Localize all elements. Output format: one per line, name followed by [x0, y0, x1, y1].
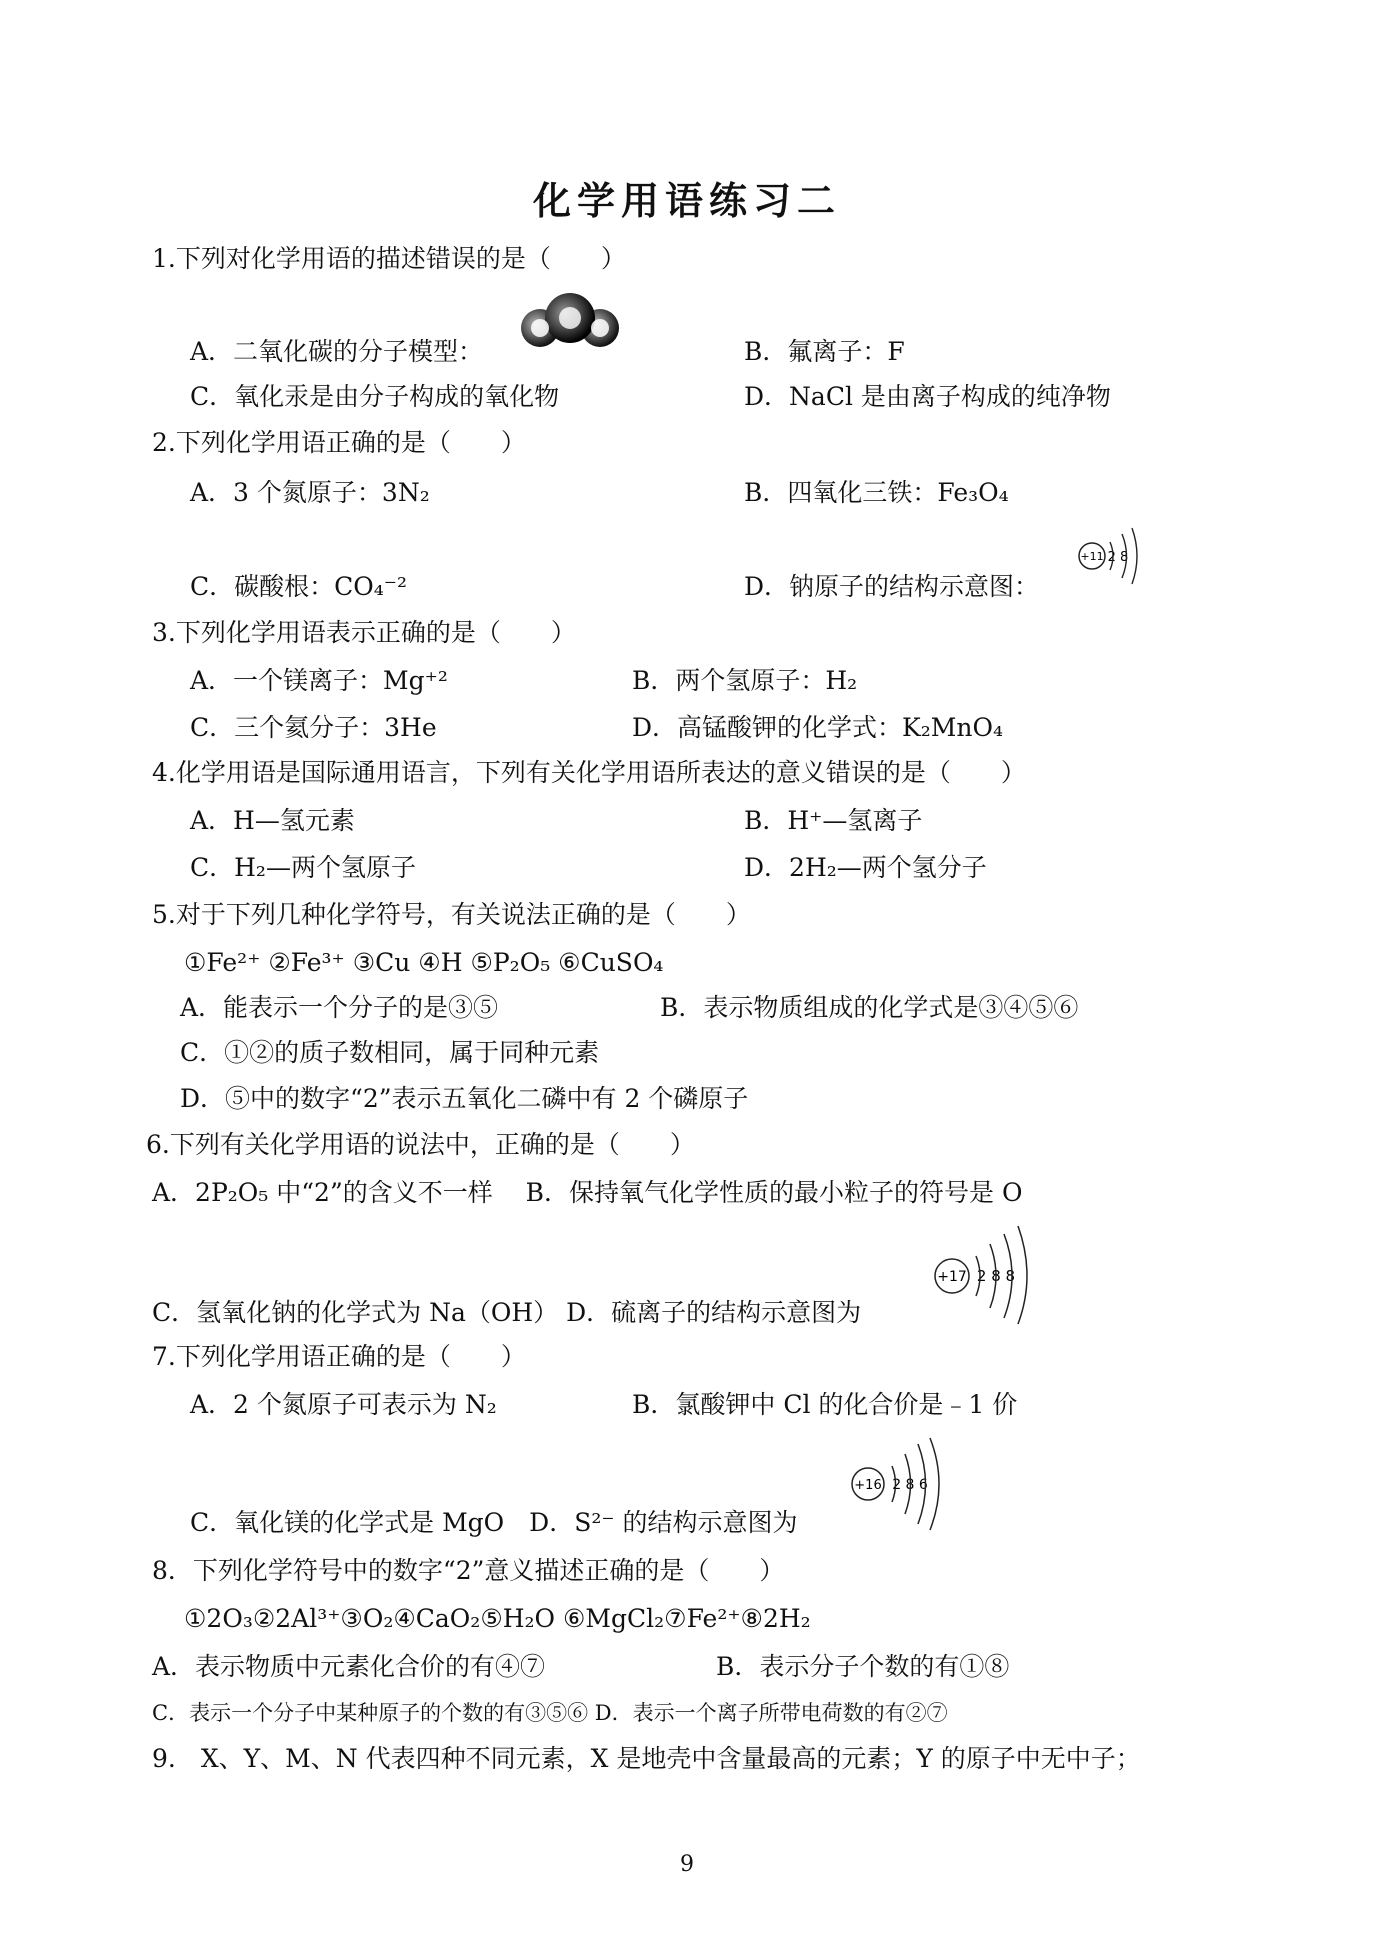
q5-option-a: A．能表示一个分子的是③⑤	[180, 993, 499, 1022]
q8-option-b: B．表示分子个数的有①⑧	[716, 1652, 1010, 1681]
q4-option-a: A．H—氢元素	[190, 806, 355, 835]
q8-options-cd: C．表示一个分子中某种原子的个数的有③⑤⑥ D．表示一个离子所带电荷数的有②⑦	[152, 1701, 948, 1725]
q2-option-a: A．3 个氮原子：3N₂	[190, 478, 430, 507]
q3-option-d: D．高锰酸钾的化学式：K₂MnO₄	[632, 713, 1003, 742]
question-3: 3.下列化学用语表示正确的是（ ）	[152, 618, 576, 647]
q3-option-c: C．三个氦分子：3He	[190, 713, 437, 742]
chlorine-ion-diagram-icon	[930, 1224, 1040, 1319]
q2-option-b: B．四氧化三铁：Fe₃O₄	[744, 478, 1009, 507]
s-nucleus-label: +16	[854, 1478, 882, 1493]
page-title: 化学用语练习二	[532, 179, 841, 223]
q5-option-b: B．表示物质组成的化学式是③④⑤⑥	[660, 993, 1079, 1022]
q6-options-cd: C．氢氧化钠的化学式为 Na（OH） D．硫离子的结构示意图为	[152, 1298, 862, 1327]
q4-option-c: C．H₂—两个氢原子	[190, 853, 416, 882]
cl-nucleus-label: +17	[937, 1269, 967, 1285]
question-6: 6.下列有关化学用语的说法中，正确的是（ ）	[146, 1130, 695, 1159]
question-7: 7.下列化学用语正确的是（ ）	[152, 1342, 526, 1371]
question-5: 5.对于下列几种化学符号，有关说法正确的是（ ）	[152, 900, 751, 929]
q5-option-d: D．⑤中的数字“2”表示五氧化二磷中有 2 个磷原子	[180, 1084, 749, 1113]
sodium-atom-diagram-icon	[1076, 524, 1146, 586]
s-shell-label: 2 8 6	[892, 1477, 928, 1493]
question-8: 8．下列化学符号中的数字“2”意义描述正确的是（ ）	[152, 1556, 785, 1585]
question-1: 1.下列对化学用语的描述错误的是（ ）	[152, 244, 626, 273]
na-shell-label: 2 8	[1107, 550, 1129, 565]
q6-options-ab: A．2P₂O₅ 中“2”的含义不一样 B．保持氧气化学性质的最小粒子的符号是 O	[152, 1178, 1023, 1207]
q3-option-a: A．一个镁离子：Mg⁺²	[190, 666, 448, 695]
q2-option-c: C．碳酸根：CO₄⁻²	[190, 572, 407, 601]
co2-molecule-model-icon	[518, 290, 623, 350]
page-number: 9	[680, 1852, 694, 1877]
q5-option-c: C．①②的质子数相同，属于同种元素	[180, 1038, 600, 1067]
q1-option-a: A．二氧化碳的分子模型：	[190, 337, 484, 366]
q4-option-b: B．H⁺—氢离子	[744, 806, 923, 835]
question-4: 4.化学用语是国际通用语言，下列有关化学用语所表达的意义错误的是（ ）	[152, 758, 1026, 787]
q8-option-a: A．表示物质中元素化合价的有④⑦	[152, 1652, 546, 1681]
q4-option-d: D．2H₂—两个氢分子	[744, 853, 987, 882]
q7-option-b: B．氯酸钾中 Cl 的化合价是﹣1 价	[632, 1390, 1018, 1419]
q2-option-d: D．钠原子的结构示意图：	[744, 572, 1040, 601]
q8-symbols: ①2O₃②2Al³⁺③O₂④CaO₂⑤H₂O ⑥MgCl₂⑦Fe²⁺⑧2H₂	[184, 1604, 811, 1633]
q7-option-a: A．2 个氮原子可表示为 N₂	[190, 1390, 497, 1419]
q3-option-b: B．两个氢原子：H₂	[632, 666, 858, 695]
q1-option-b: B．氟离子：F	[744, 337, 905, 366]
question-9: 9. X、Y、M、N 代表四种不同元素，X 是地壳中含量最高的元素；Y 的原子中无中子；	[152, 1744, 1141, 1773]
sulfur-ion-diagram-icon	[848, 1436, 958, 1528]
q7-options-cd: C．氧化镁的化学式是 MgO D．S²⁻ 的结构示意图为	[190, 1508, 798, 1537]
q1-option-c: C．氧化汞是由分子构成的氧化物	[190, 382, 560, 411]
q1-option-d: D．NaCl 是由离子构成的纯净物	[744, 382, 1111, 411]
q5-symbols: ①Fe²⁺ ②Fe³⁺ ③Cu ④H ⑤P₂O₅ ⑥CuSO₄	[184, 948, 664, 977]
na-nucleus-label: +11	[1080, 550, 1104, 563]
cl-shell-label: 2 8 8	[976, 1267, 1016, 1285]
question-2: 2.下列化学用语正确的是（ ）	[152, 428, 526, 457]
